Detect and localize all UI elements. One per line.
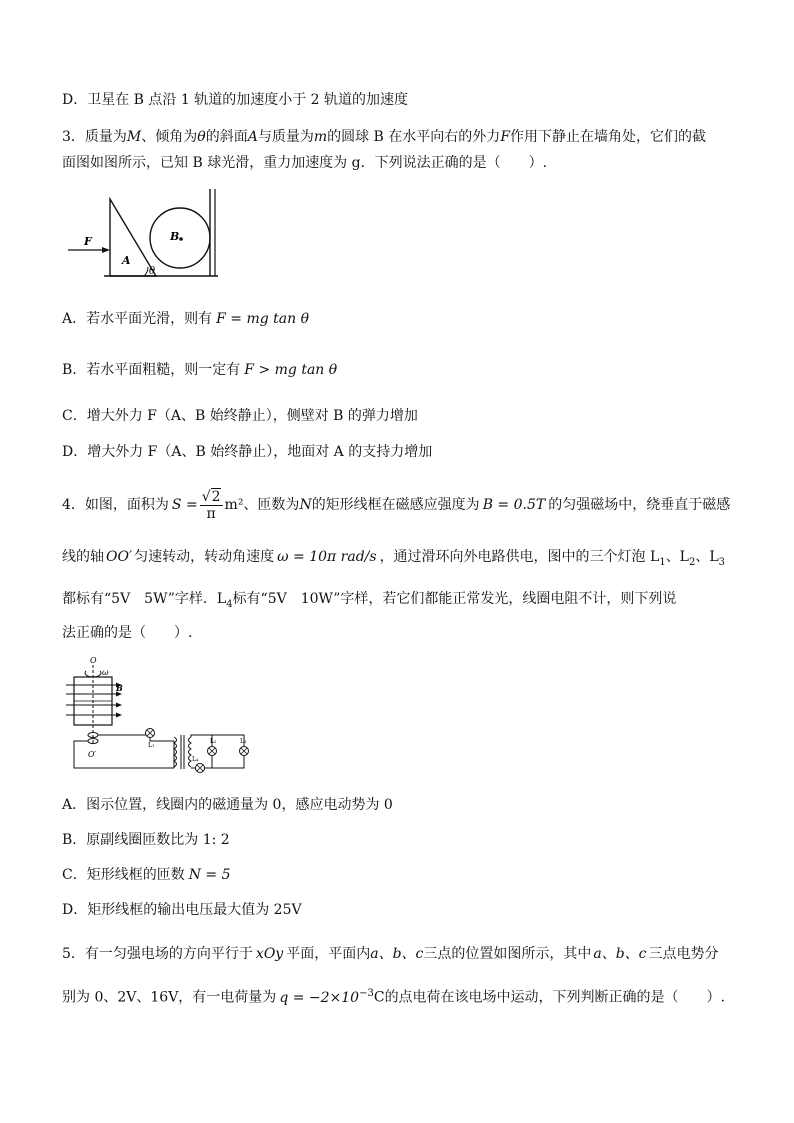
q3-force-arrowhead: [102, 247, 110, 253]
q3-stem-line2: 面图如图所示，已知 B 球光滑，重力加速度为 g．下列说法正确的是（ ）.: [62, 155, 548, 171]
q3-var-M: M: [126, 129, 142, 145]
q4-sub: 2: [688, 556, 696, 568]
q4-S-den: π: [206, 505, 216, 522]
q3-option-b: [62, 360, 337, 380]
q5-text: 有一匀强电场的方向平行于: [84, 946, 253, 962]
q3-incline-A: [110, 199, 156, 276]
q4-omega-formula: ω = 10π rad/s: [277, 549, 377, 565]
q4-text: 标有“5V 10W”字样，若它们都能正常发光，线圈电阻不计，则下列说: [232, 591, 677, 607]
q4-text: 都标有“5V 5W”字样．L: [62, 591, 227, 607]
q3-label-A: A: [122, 254, 131, 267]
q3-theta-arc: [144, 267, 148, 276]
q4-option-a: A．图示位置，线圈内的磁通量为 0，感应电动势为 0: [62, 797, 393, 813]
q4-S-num: 2: [211, 488, 221, 505]
q3-label-theta: θ: [149, 266, 156, 277]
q4-text: 匀速转动，转动角速度: [134, 549, 275, 565]
q4-option-c-text: C．矩形线框的匝数: [62, 867, 185, 883]
q4-label-O: O: [90, 656, 97, 665]
q4-text: 、L: [695, 549, 719, 565]
q4-label-L2: L₂: [210, 738, 217, 745]
q5-charge-unit: C: [373, 989, 385, 1006]
q4-var-N: N: [299, 497, 312, 513]
q5-stem-line1: [62, 944, 719, 964]
q5-number: 5．: [62, 946, 85, 962]
q3-option-b-formula: F > mg tan θ: [244, 362, 338, 378]
q4-wire: [98, 735, 174, 741]
q3-text: 作用下静止在墙角处，它们的截: [510, 129, 707, 145]
q4-stem-line4: 法正确的是（ ）.: [62, 625, 193, 641]
q3-var-A: A: [247, 129, 258, 145]
q4-label-L4: L₄: [192, 756, 199, 763]
q4-B-formula: B = 0.5T: [482, 497, 546, 513]
q3-label-F: F: [84, 235, 92, 248]
q4-wire: [191, 735, 244, 768]
q4-field-arrow: [116, 713, 122, 718]
q3-text: 的圆球 B 在水平向右的外力: [327, 129, 501, 145]
q5-points: a、b、c: [370, 946, 424, 962]
q4-text: 如图，面积为: [84, 497, 169, 513]
q3-option-a-formula: F = mg tan θ: [216, 311, 310, 327]
q4-number: 4．: [62, 497, 85, 513]
q4-axis: OO′: [106, 549, 133, 565]
q3-label-B: B: [170, 230, 180, 243]
q5-text: 三点电势分: [648, 946, 719, 962]
q4-figure: [64, 655, 260, 773]
q4-stem-line2: [62, 547, 725, 573]
q5-plane: xOy: [255, 946, 284, 962]
q3-text: 的斜面: [205, 129, 248, 145]
q4-S-unit: m²: [224, 497, 244, 513]
q4-S-fraction: $\frac{√2}{\pi}$: [201, 488, 221, 522]
q3-var-theta: θ: [197, 129, 206, 145]
q4-option-c: [62, 865, 231, 885]
q5-text: 三点的位置如图所示，其中: [423, 946, 592, 962]
q3-text: 与质量为: [257, 129, 314, 145]
q5-text: 平面，平面内: [286, 946, 371, 962]
q3-option-a: [62, 309, 309, 329]
q4-option-c-formula: N = 5: [188, 867, 231, 883]
q4-label-omega: ω: [102, 668, 109, 677]
q5-text: 的点电荷在该电场中运动，下列判断正确的是（ ）.: [384, 989, 726, 1006]
q4-text: 线的轴: [62, 549, 104, 565]
q5-stem-line2: [62, 984, 725, 1008]
q3-number: 3．: [62, 129, 85, 145]
q2-option-d: D．卫星在 B 点沿 1 轨道的加速度小于 2 轨道的加速度: [62, 92, 409, 108]
q4-text: 、L: [665, 549, 689, 565]
q4-option-b: B．原副线圈匝数比为 1: 2: [62, 832, 230, 848]
q3-figure: [64, 183, 230, 283]
q4-sub: 3: [718, 556, 726, 568]
q4-text: 、匝数为: [243, 497, 300, 513]
q4-label-L3: L₃: [240, 738, 247, 745]
q5-charge-exp: −3: [359, 988, 374, 999]
q5-charge: q = −2×10: [279, 989, 360, 1006]
q3-ball-center: [179, 237, 183, 241]
q3-text: 质量为: [84, 129, 127, 145]
q3-option-a-text: A．若水平面光滑，则有: [62, 311, 213, 327]
q3-var-m: m: [313, 129, 328, 145]
q4-label-L1: L₁: [148, 742, 155, 749]
q3-text: 、倾角为: [141, 129, 198, 145]
q5-text: 别为 0、2V、16V，有一电荷量为: [62, 989, 277, 1006]
q4-S-label: S =: [171, 497, 198, 513]
q3-option-c: C．增大外力 F（A、B 始终静止），侧壁对 B 的弹力增加: [62, 408, 418, 424]
q3-option-d: D．增大外力 F（A、B 始终静止），地面对 A 的支持力增加: [62, 444, 433, 460]
q3-stem-line1: [62, 127, 706, 147]
q4-option-d: D．矩形线框的输出电压最大值为 25V: [62, 902, 302, 918]
q4-stem-line3: [62, 589, 676, 615]
q4-text: 的匀强磁场中，绕垂直于磁感: [548, 497, 731, 513]
q4-stem-line1: [62, 488, 730, 522]
q3-var-F: F: [500, 129, 511, 145]
q3-option-b-text: B．若水平面粗糙，则一定有: [62, 362, 241, 378]
q4-text: 的矩形线框在磁感应强度为: [311, 497, 480, 513]
q4-label-B: B: [116, 683, 123, 693]
q5-points: a、b、c: [593, 946, 647, 962]
q4-sub: 4: [226, 598, 233, 610]
q4-text: ，通过滑环向外电路供电，图中的三个灯泡 L: [379, 549, 660, 565]
q4-field-arrow: [116, 703, 122, 708]
q4-sub: 1: [659, 556, 666, 568]
q4-label-O2: O′: [88, 750, 97, 759]
q4-transformer-secondary: [189, 737, 192, 767]
